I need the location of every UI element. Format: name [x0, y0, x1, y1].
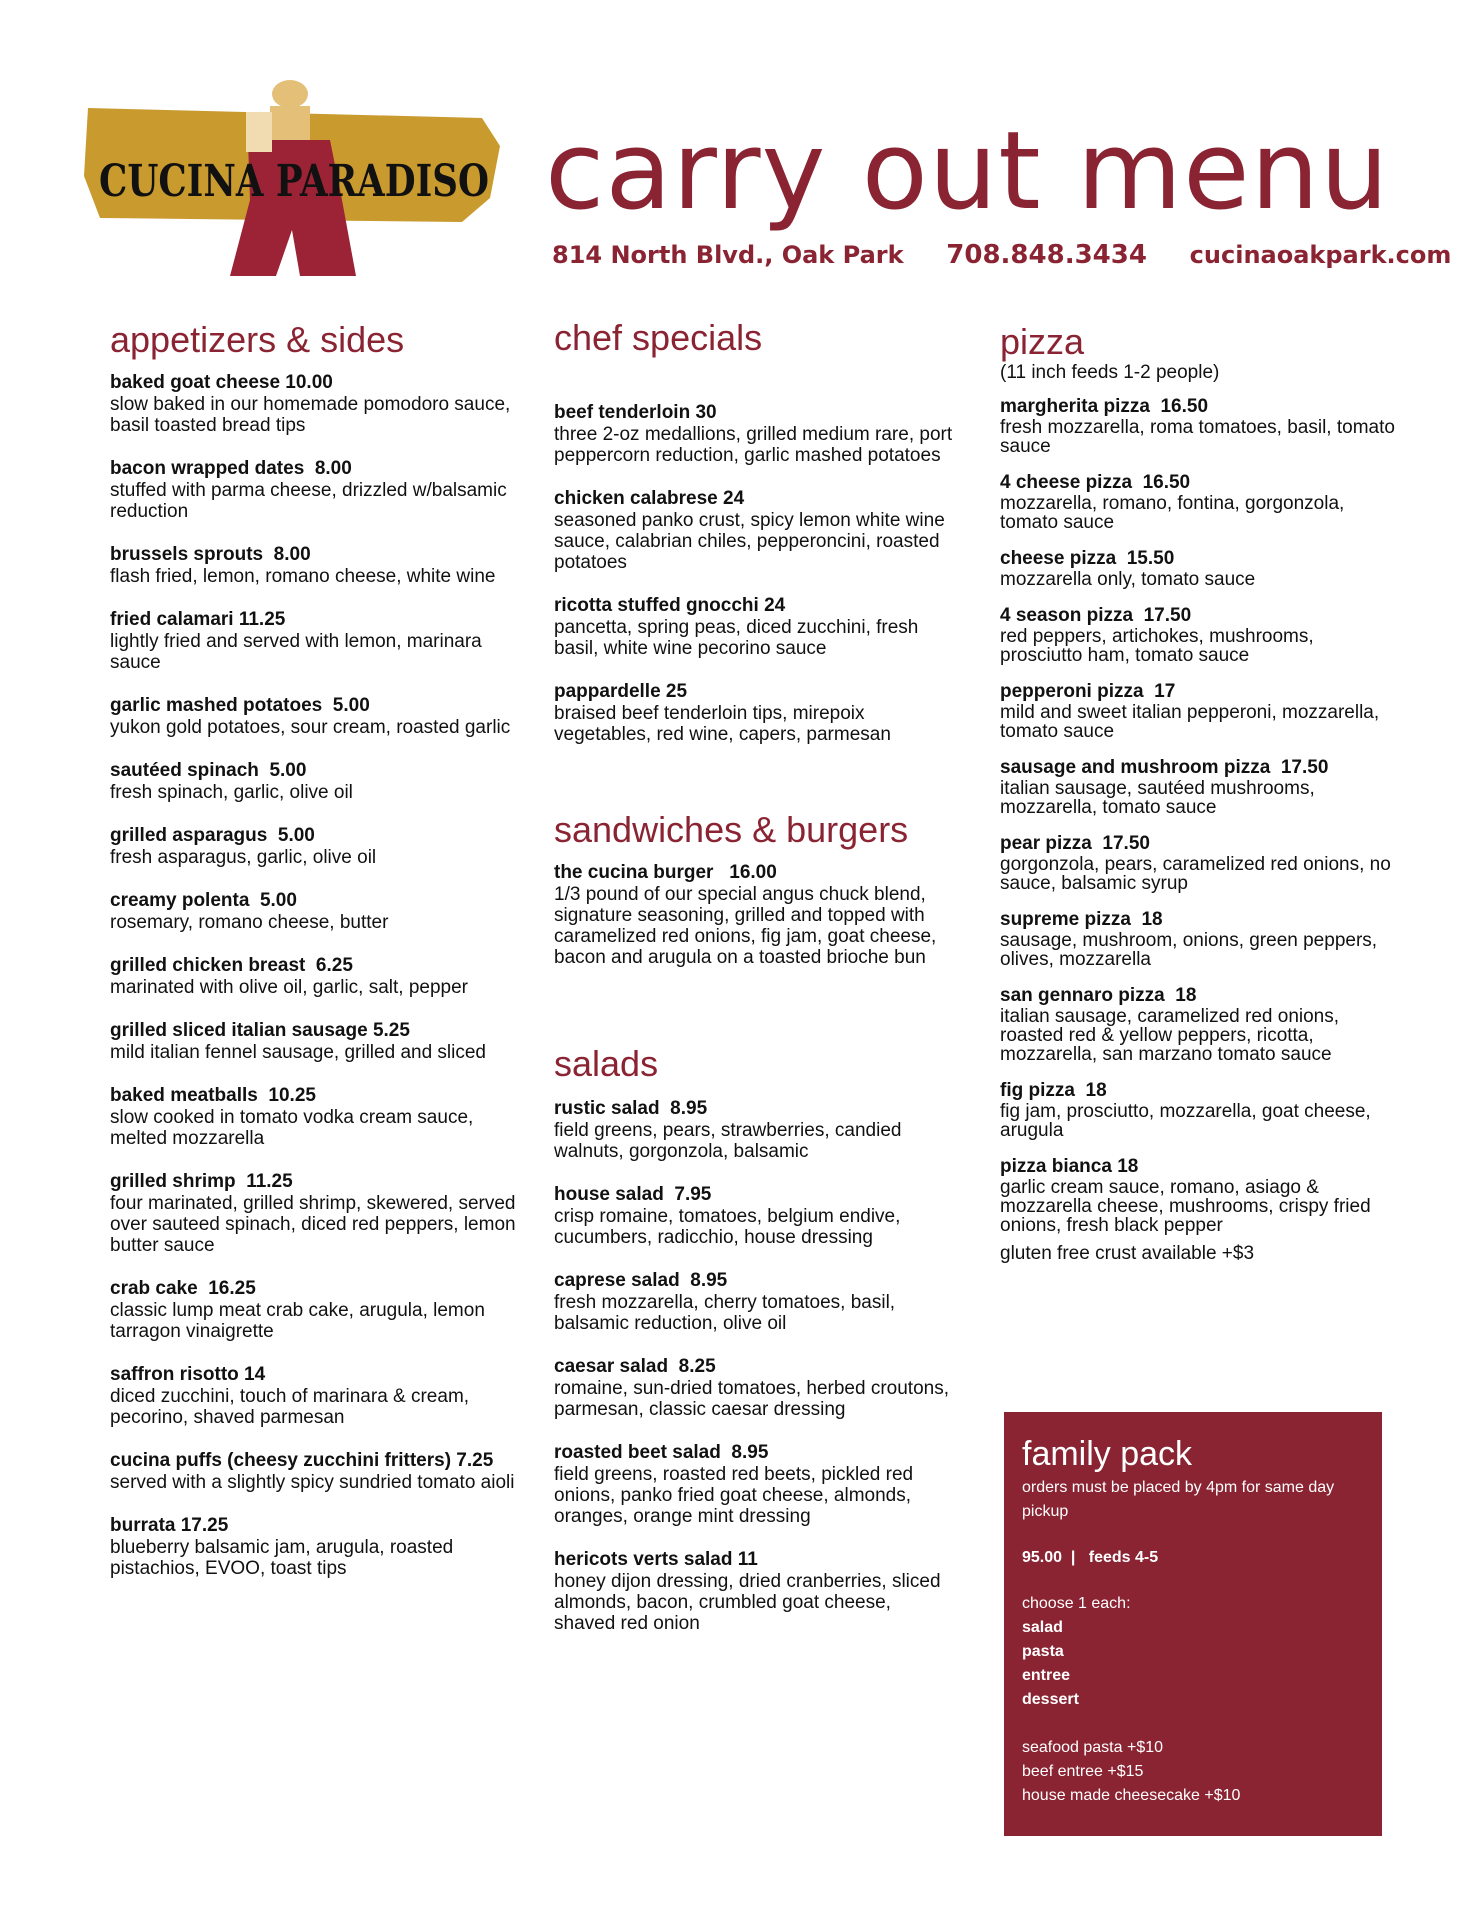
menu-item	[554, 1270, 954, 1334]
menu-item-description: served with a slightly spicy sundried tomato aioli	[110, 1472, 515, 1493]
menu-item-name: grilled chicken breast 6.25	[110, 955, 353, 976]
salads-section	[554, 1044, 954, 1634]
family-pack-addon: house made cheesecake +$10	[1022, 1787, 1241, 1804]
menu-item	[110, 955, 530, 998]
menu-item-description: red peppers, artichokes, mushrooms, prosciutto ham, tomato sauce	[1000, 626, 1314, 666]
menu-item-description: classic lump meat crab cake, arugula, lemon tarragon vinaigrette	[110, 1300, 485, 1342]
appetizers-column	[110, 320, 530, 1579]
address: 814 North Blvd., Oak Park	[552, 241, 904, 269]
menu-item-description: crisp romaine, tomatoes, belgium endive, cucumbers, radicchio, house dressing	[554, 1206, 901, 1248]
salads-list	[554, 1098, 954, 1634]
menu-item-description: diced zucchini, touch of marinara & cream, pecorino, shaved parmesan	[110, 1386, 470, 1428]
menu-item	[110, 1085, 530, 1149]
family-pack-price: 95.00 | feeds 4-5	[1022, 1549, 1159, 1566]
menu-item	[554, 1184, 954, 1248]
menu-item	[1000, 985, 1400, 1064]
menu-item-name: sausage and mushroom pizza 17.50	[1000, 757, 1329, 778]
menu-item	[110, 1171, 530, 1256]
menu-item-description: italian sausage, caramelized red onions, roasted red & yellow peppers, ricotta, mozzarella, san marzano tomato sauce	[1000, 1006, 1340, 1065]
menu-item	[554, 862, 954, 968]
menu-item	[554, 488, 954, 573]
menu-item	[110, 544, 530, 587]
menu-item-description: marinated with olive oil, garlic, salt, pepper	[110, 977, 469, 998]
menu-item-name: ricotta stuffed gnocchi 24	[554, 595, 786, 616]
menu-item-name: rustic salad 8.95	[554, 1098, 708, 1119]
chef-specials-list	[554, 402, 954, 745]
gluten-free-note: gluten free crust available +$3	[1000, 1243, 1255, 1264]
menu-item-description: gorgonzola, pears, caramelized red onions, no sauce, balsamic syrup	[1000, 854, 1391, 894]
menu-item-name: crab cake 16.25	[110, 1278, 256, 1299]
menu-item-name: fried calamari 11.25	[110, 609, 286, 630]
pizza-heading: pizza	[1000, 321, 1085, 362]
menu-item-name: fig pizza 18	[1000, 1080, 1107, 1101]
menu-item-name: baked meatballs 10.25	[110, 1085, 316, 1106]
menu-item	[554, 595, 954, 659]
menu-item-description: field greens, pears, strawberries, candied walnuts, gorgonzola, balsamic	[554, 1120, 902, 1162]
menu-item	[1000, 681, 1400, 741]
menu-item	[110, 609, 530, 673]
website-link[interactable]: cucinaoakpark.com	[1189, 241, 1452, 269]
menu-item-name: burrata 17.25	[110, 1515, 229, 1536]
menu-item-name: chicken calabrese 24	[554, 488, 745, 509]
family-pack-heading: family pack	[1022, 1435, 1193, 1473]
menu-item-description: romaine, sun-dried tomatoes, herbed croutons, parmesan, classic caesar dressing	[554, 1378, 949, 1420]
menu-item-description: mozzarella only, tomato sauce	[1000, 569, 1256, 590]
menu-item	[1000, 1156, 1400, 1235]
family-pack-choose: choose 1 each:	[1022, 1595, 1131, 1612]
pizza-size-note: (11 inch feeds 1-2 people)	[1000, 362, 1220, 383]
page-title: carry out menu	[545, 109, 1390, 234]
svg-text:CUCINA PARADISO: CUCINA PARADISO	[99, 156, 489, 207]
menu-item-description: field greens, roasted red beets, pickled red onions, panko fried goat cheese, almonds, oranges, orange mint dressing	[554, 1464, 914, 1527]
menu-item-name: creamy polenta 5.00	[110, 890, 297, 911]
menu-item-name: cheese pizza 15.50	[1000, 548, 1175, 569]
menu-item	[1000, 472, 1400, 532]
family-pack-choice: dessert	[1022, 1691, 1079, 1708]
menu-item-description: stuffed with parma cheese, drizzled w/balsamic reduction	[110, 480, 507, 522]
menu-item-name: san gennaro pizza 18	[1000, 985, 1197, 1006]
menu-item-name: grilled sliced italian sausage 5.25	[110, 1020, 410, 1041]
menu-item-name: house salad 7.95	[554, 1184, 712, 1205]
menu-item	[1000, 1080, 1400, 1140]
appetizers-heading: appetizers & sides	[110, 319, 405, 360]
menu-item-description: three 2-oz medallions, grilled medium rare, port peppercorn reduction, garlic mashed potatoes	[554, 424, 953, 466]
menu-item	[1000, 757, 1400, 817]
menu-item-name: bacon wrapped dates 8.00	[110, 458, 352, 479]
menu-item-description: honey dijon dressing, dried cranberries, sliced almonds, bacon, crumbled goat cheese, shaved red onion	[554, 1571, 941, 1634]
menu-item	[110, 1515, 530, 1579]
menu-item-name: saffron risotto 14	[110, 1364, 266, 1385]
menu-item-name: pepperoni pizza 17	[1000, 681, 1176, 702]
menu-item-description: lightly fried and served with lemon, marinara sauce	[110, 631, 482, 673]
menu-item	[1000, 605, 1400, 665]
menu-item	[110, 825, 530, 868]
menu-item-description: fresh asparagus, garlic, olive oil	[110, 847, 377, 868]
menu-item-description: fresh mozzarella, roma tomatoes, basil, tomato sauce	[1000, 417, 1395, 457]
menu-item-description: italian sausage, sautéed mushrooms, mozzarella, tomato sauce	[1000, 778, 1315, 818]
menu-item-description: fig jam, prosciutto, mozzarella, goat cheese, arugula	[1000, 1101, 1371, 1141]
appetizers-list	[110, 372, 530, 1579]
menu-item-description: rosemary, romano cheese, butter	[110, 912, 389, 933]
menu-item	[110, 760, 530, 803]
menu-item-name: garlic mashed potatoes 5.00	[110, 695, 370, 716]
menu-item	[110, 458, 530, 522]
menu-item	[110, 1364, 530, 1428]
menu-item-description: four marinated, grilled shrimp, skewered, served over sauteed spinach, diced red peppers, lemon butter sauce	[110, 1193, 516, 1256]
menu-item	[110, 372, 530, 436]
menu-item-name: baked goat cheese 10.00	[110, 372, 333, 393]
menu-item-description: mild italian fennel sausage, grilled and sliced	[110, 1042, 487, 1063]
menu-item-name: the cucina burger 16.00	[554, 862, 777, 883]
menu-item-name: 4 season pizza 17.50	[1000, 605, 1192, 626]
salads-heading: salads	[554, 1043, 659, 1084]
menu-item-description: garlic cream sauce, romano, asiago & mozzarella cheese, mushrooms, crispy fried onions, fresh black pepper	[1000, 1177, 1371, 1236]
menu-item-name: beef tenderloin 30	[554, 402, 717, 423]
menu-item	[1000, 909, 1400, 969]
family-pack-box	[1004, 1412, 1382, 1836]
menu-item-description: pancetta, spring peas, diced zucchini, fresh basil, white wine pecorino sauce	[554, 617, 919, 659]
menu-item-name: roasted beet salad 8.95	[554, 1442, 769, 1463]
menu-item-description: mozzarella, romano, fontina, gorgonzola, tomato sauce	[1000, 493, 1345, 533]
menu-item	[554, 1549, 954, 1634]
menu-item-name: brussels sprouts 8.00	[110, 544, 311, 565]
menu-item-name: margherita pizza 16.50	[1000, 396, 1209, 417]
menu-item-description: fresh spinach, garlic, olive oil	[110, 782, 353, 803]
menu-item-name: sautéed spinach 5.00	[110, 760, 307, 781]
sandwiches-list	[554, 862, 954, 968]
menu-item	[554, 402, 954, 466]
menu-item	[554, 681, 954, 745]
menu-item	[1000, 396, 1400, 456]
menu-item	[554, 1098, 954, 1162]
phone-number[interactable]: 708.848.3434	[946, 240, 1147, 270]
menu-item-description: seasoned panko crust, spicy lemon white wine sauce, calabrian chiles, pepperoncini, roasted potatoes	[554, 510, 945, 573]
menu-item-description: 1/3 pound of our special angus chuck blend, signature seasoning, grilled and topped with caramelized red onions, fig jam, goat cheese, bacon and arugula on a toasted brioche bun	[554, 884, 937, 968]
menu-item-name: caprese salad 8.95	[554, 1270, 728, 1291]
family-pack-choice: pasta	[1022, 1643, 1064, 1660]
family-pack-choice: salad	[1022, 1619, 1063, 1636]
menu-item-name: pappardelle 25	[554, 681, 688, 702]
menu-item-description: yukon gold potatoes, sour cream, roasted garlic	[110, 717, 511, 738]
menu-item-name: cucina puffs (cheesy zucchini fritters) 7.25	[110, 1450, 494, 1471]
menu-item	[110, 1450, 530, 1493]
specials-column	[554, 318, 954, 745]
cucina-paradiso-logo	[80, 80, 508, 276]
menu-item	[110, 695, 530, 738]
family-pack-note: orders must be placed by 4pm for same day pickup	[1022, 1479, 1335, 1520]
menu-item-description: slow baked in our homemade pomodoro sauce, basil toasted bread tips	[110, 394, 511, 436]
pizza-column	[1000, 322, 1400, 1265]
family-pack-addon: beef entree +$15	[1022, 1763, 1144, 1780]
menu-item-name: 4 cheese pizza 16.50	[1000, 472, 1191, 493]
menu-item-description: mild and sweet italian pepperoni, mozzarella, tomato sauce	[1000, 702, 1380, 742]
menu-item-name: caesar salad 8.25	[554, 1356, 716, 1377]
menu-item-description: sausage, mushroom, onions, green peppers, olives, mozzarella	[1000, 930, 1378, 970]
menu-item	[1000, 833, 1400, 893]
family-pack-addon: seafood pasta +$10	[1022, 1739, 1164, 1756]
contact-bar	[552, 240, 1451, 270]
menu-item-name: grilled shrimp 11.25	[110, 1171, 293, 1192]
chef-specials-heading: chef specials	[554, 317, 763, 358]
menu-item-description: fresh mozzarella, cherry tomatoes, basil, balsamic reduction, olive oil	[554, 1292, 896, 1334]
menu-item-name: supreme pizza 18	[1000, 909, 1163, 930]
menu-item	[110, 890, 530, 933]
pizza-list	[1000, 396, 1400, 1235]
menu-item-description: blueberry balsamic jam, arugula, roasted pistachios, EVOO, toast tips	[110, 1537, 454, 1579]
menu-item	[554, 1442, 954, 1527]
menu-item-name: pizza bianca 18	[1000, 1156, 1139, 1177]
menu-item	[110, 1020, 530, 1063]
menu-item-description: flash fried, lemon, romano cheese, white wine	[110, 566, 496, 587]
menu-item-description: slow cooked in tomato vodka cream sauce, melted mozzarella	[110, 1107, 474, 1149]
menu-item-name: grilled asparagus 5.00	[110, 825, 315, 846]
menu-item	[554, 1356, 954, 1420]
menu-item	[110, 1278, 530, 1342]
menu-item-name: pear pizza 17.50	[1000, 833, 1150, 854]
menu-item	[1000, 548, 1400, 589]
menu-item-name: hericots verts salad 11	[554, 1549, 758, 1570]
sandwiches-section	[554, 810, 954, 968]
family-pack-choice: entree	[1022, 1667, 1071, 1684]
menu-item-description: braised beef tenderloin tips, mirepoix vegetables, red wine, capers, parmesan	[554, 703, 891, 745]
sandwiches-heading: sandwiches & burgers	[554, 809, 909, 850]
